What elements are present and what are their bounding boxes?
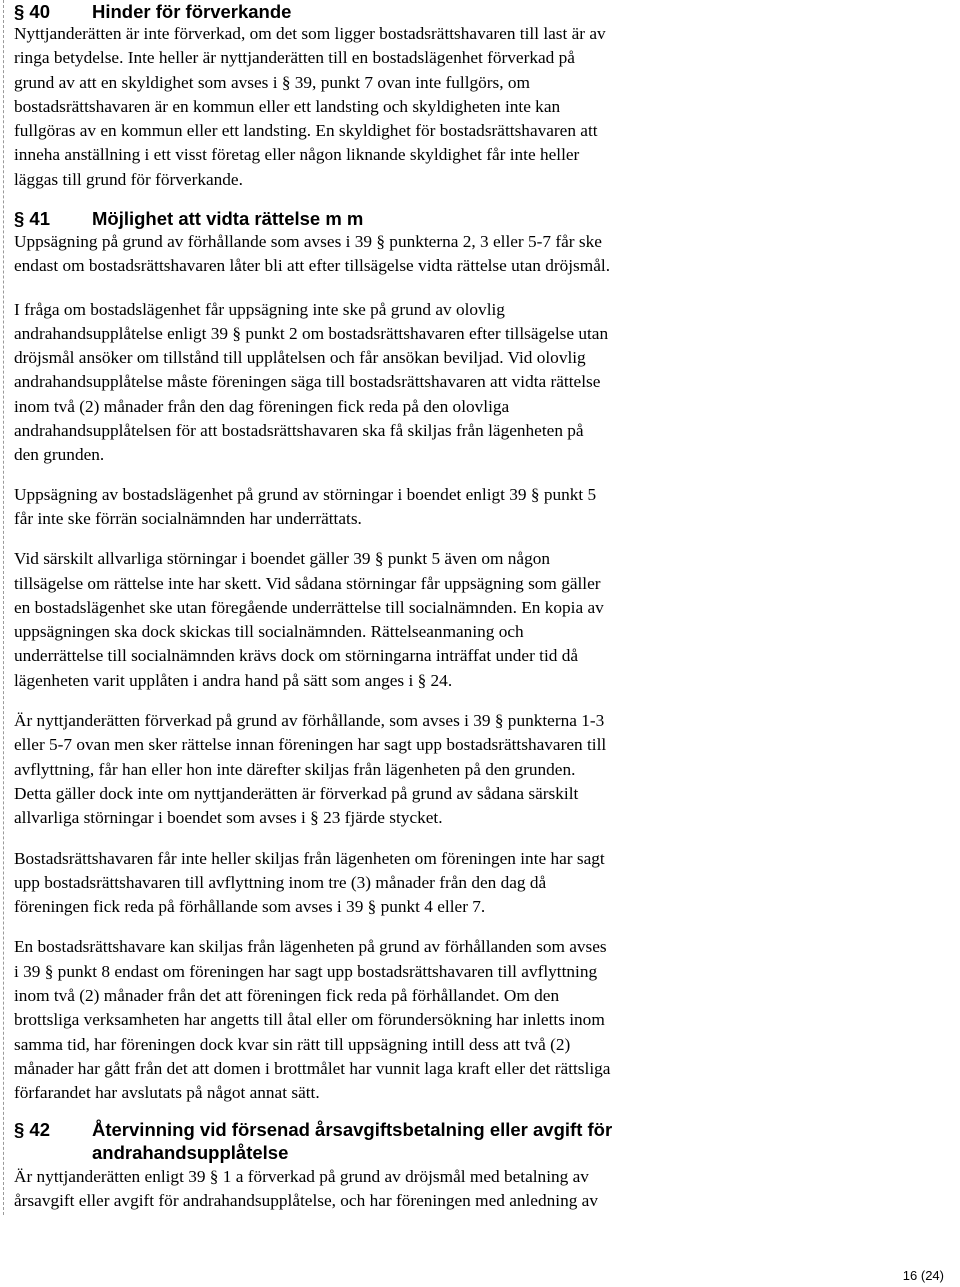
paragraph: Är nyttjanderätten enligt 39 § 1 a förverkad på grund av dröjsmål med betalning av årsavgift eller avgift för andrahandsupplåtelse, och har föreningen med anledning av [14, 1167, 598, 1211]
paragraph: Uppsägning på grund av förhållande som avses i 39 § punkterna 2, 3 eller 5-7 får ske endast om bostadsrättshavaren låter bli att efter tillsägelse vidta rättelse utan dröjsmål. [14, 232, 611, 276]
section-heading [14, 0, 726, 23]
margin-dashed-line [3, 0, 4, 1215]
paragraph: I fråga om bostadslägenhet får uppsägning inte ske på grund av olovlig andrahandsupplåtelse enligt 39 § punkt 2 om bostadsrättshavaren efter tillsägelse utan dröjsmål ansöker om tillstånd till upplåtelsen och får ansökan beviljad. Vid olovlig andrahandsupplåtelse måste föreningen säga till bostadsrättshavaren att vidta rättelse inom två (2) månader från den dag föreningen fick reda på den olovliga andrahandsupplåtelsen för att bostadsrättshavaren ska få skiljas från lägenheten på den grunden. [14, 299, 609, 465]
paragraph: En bostadsrättshavare kan skiljas från lägenheten på grund av förhållanden som avses i 39 § punkt 8 endast om föreningen har sagt upp bostadsrättshavaren till avflyttning inom två (2) månader från det att föreningen fick reda på förhållandet. Om den brottsliga verksamheten har angetts till åtal eller om förundersökning har inletts inom samma tid, har föreningen dock kvar sin rätt till uppsägning intill dess att två (2) månader har gått från det att domen i brottmålet har vunnit laga kraft eller det rättsliga förfarandet har avslutats på något annat sätt. [14, 937, 611, 1103]
paragraph: Bostadsrättshavaren får inte heller skiljas från lägenheten om föreningen inte har sagt upp bostadsrättshavaren till avflyttning inom tre (3) månader från den dag då föreningen fick reda på förhållande som avses i 39 § punkt 4 eller 7. [14, 848, 605, 917]
section-41 [14, 207, 726, 1106]
paragraph: Uppsägning av bostadslägenhet på grund av störningar i boendet enligt 39 § punkt 5 får inte ske förrän socialnämnden har underrättats. [14, 484, 597, 528]
section-title: Återvinning vid försenad årsavgiftsbetalning eller avgift för andrahandsupplåtelse [92, 1119, 613, 1163]
section-number: § 40 [14, 1, 51, 22]
paragraph: Är nyttjanderätten förverkad på grund av förhållande, som avses i 39 § punkterna 1-3 eller 5-7 ovan men sker rättelse innan föreningen har sagt upp bostadsrättshavaren till avflyttning, får han eller hon inte därefter skiljas från lägenheten på den grunden. Detta gäller dock inte om nyttjanderätten är förverkad på grund av sådana särskilt allvarliga störningar i boendet som avses i § 23 fjärde stycket. [14, 711, 607, 828]
section-heading [14, 1118, 726, 1164]
section-42 [14, 1118, 726, 1214]
section-heading [14, 207, 726, 230]
paragraph: Nyttjanderätten är inte förverkad, om det som ligger bostadsrättshavaren till last är av ringa betydelse. Inte heller är nyttjanderätten till en bostadslägenhet förverkad på grund av att en skyldighet som avses i § 39, punkt 7 ovan inte fullgörs, om bostadsrättshavaren är en kommun eller ett landsting och skyldigheten inte kan fullgöras av en kommun eller ett landsting. En skyldighet för bostadsrättshavaren att inneha anställning i ett visst företag eller någon liknande skyldighet får inte heller läggas till grund för förverkande. [14, 24, 606, 189]
section-40 [14, 0, 726, 192]
section-title: Hinder för förverkande [92, 1, 292, 22]
page-number: 16 (24) [902, 1268, 944, 1283]
paragraph: Vid särskilt allvarliga störningar i boendet gäller 39 § punkt 5 även om någon tillsägelse om rättelse inte har skett. Vid sådana störningar får uppsägning som gäller en bostadslägenhet ske utan föregående underrättelse till socialnämnden. En kopia av uppsägningen ska dock skickas till socialnämnden. Rättelseanmaning och underrättelse till socialnämnden krävs dock om störningarna inträffat under tid då lägenheten varit upplåten i andra hand på sätt som anges i § 24. [14, 549, 604, 690]
section-number: § 41 [14, 208, 51, 229]
section-title: Möjlighet att vidta rättelse m m [92, 208, 364, 229]
section-number: § 42 [14, 1119, 51, 1140]
